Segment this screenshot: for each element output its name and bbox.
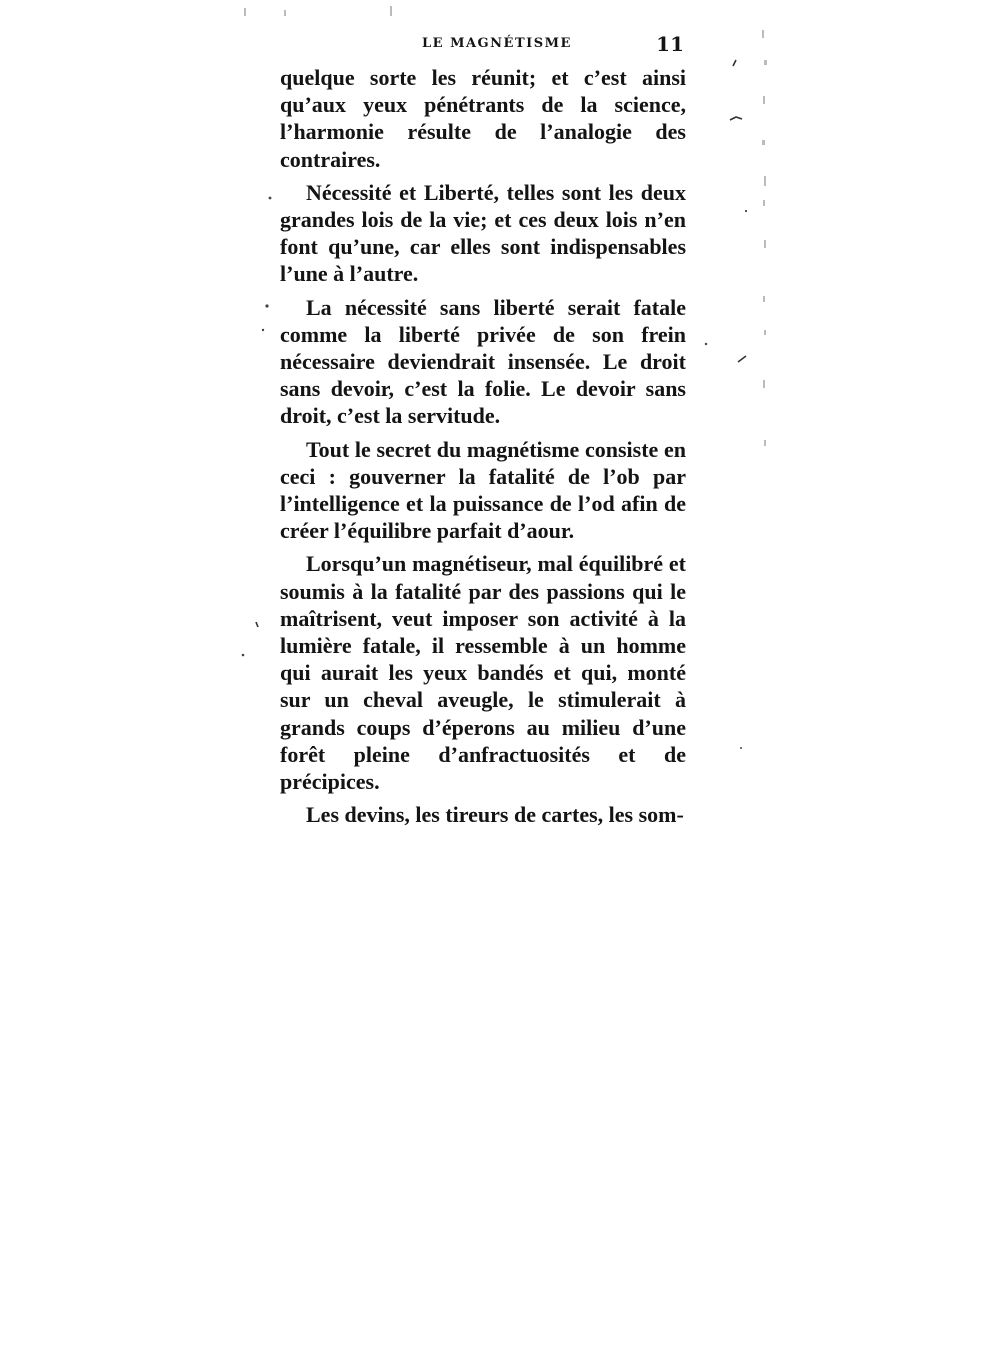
body-text: [280, 64, 686, 834]
running-title: LE MAGNÉTISME: [422, 36, 572, 51]
page-number: 11: [656, 32, 684, 56]
paragraph: Nécessité et Liberté, telles sont les deux grandes lois de la vie; et ces deux lois n’en font qu’une, car elles sont indispensables l’une à l’autre.: [280, 179, 686, 287]
paragraph: Les devins, les tireurs de cartes, les som-: [306, 802, 684, 828]
paragraph: La nécessité sans liberté serait fatale comme la liberté privée de son frein nécessaire deviendrait insensée. Le droit sans devoir, c’est la folie. Le devoir sans droit, c’est la servitude.: [280, 294, 686, 429]
running-head: [422, 32, 684, 58]
paragraph: Lorsqu’un magnétiseur, mal équilibré et soumis à la fatalité par des passions qui le maîtrisent, veut imposer son activité à la lumière fatale, il ressemble à un homme qui aurait les yeux bandés et qui, monté sur un cheval aveugle, le stimulerait à grands coups d’éperons au milieu d’une forêt pleine d’anfractuosités et de précipices.: [280, 551, 686, 795]
paragraph: quelque sorte les réunit; et c’est ainsi qu’aux yeux pénétrants de la science, l’harmonie résulte de l’analogie des contraires.: [280, 65, 686, 172]
paragraph: Tout le secret du magnétisme consiste en ceci : gouverner la fatalité de l’ob par l’intelligence et la puissance de l’od afin de créer l’équilibre parfait d’aour.: [280, 436, 686, 544]
